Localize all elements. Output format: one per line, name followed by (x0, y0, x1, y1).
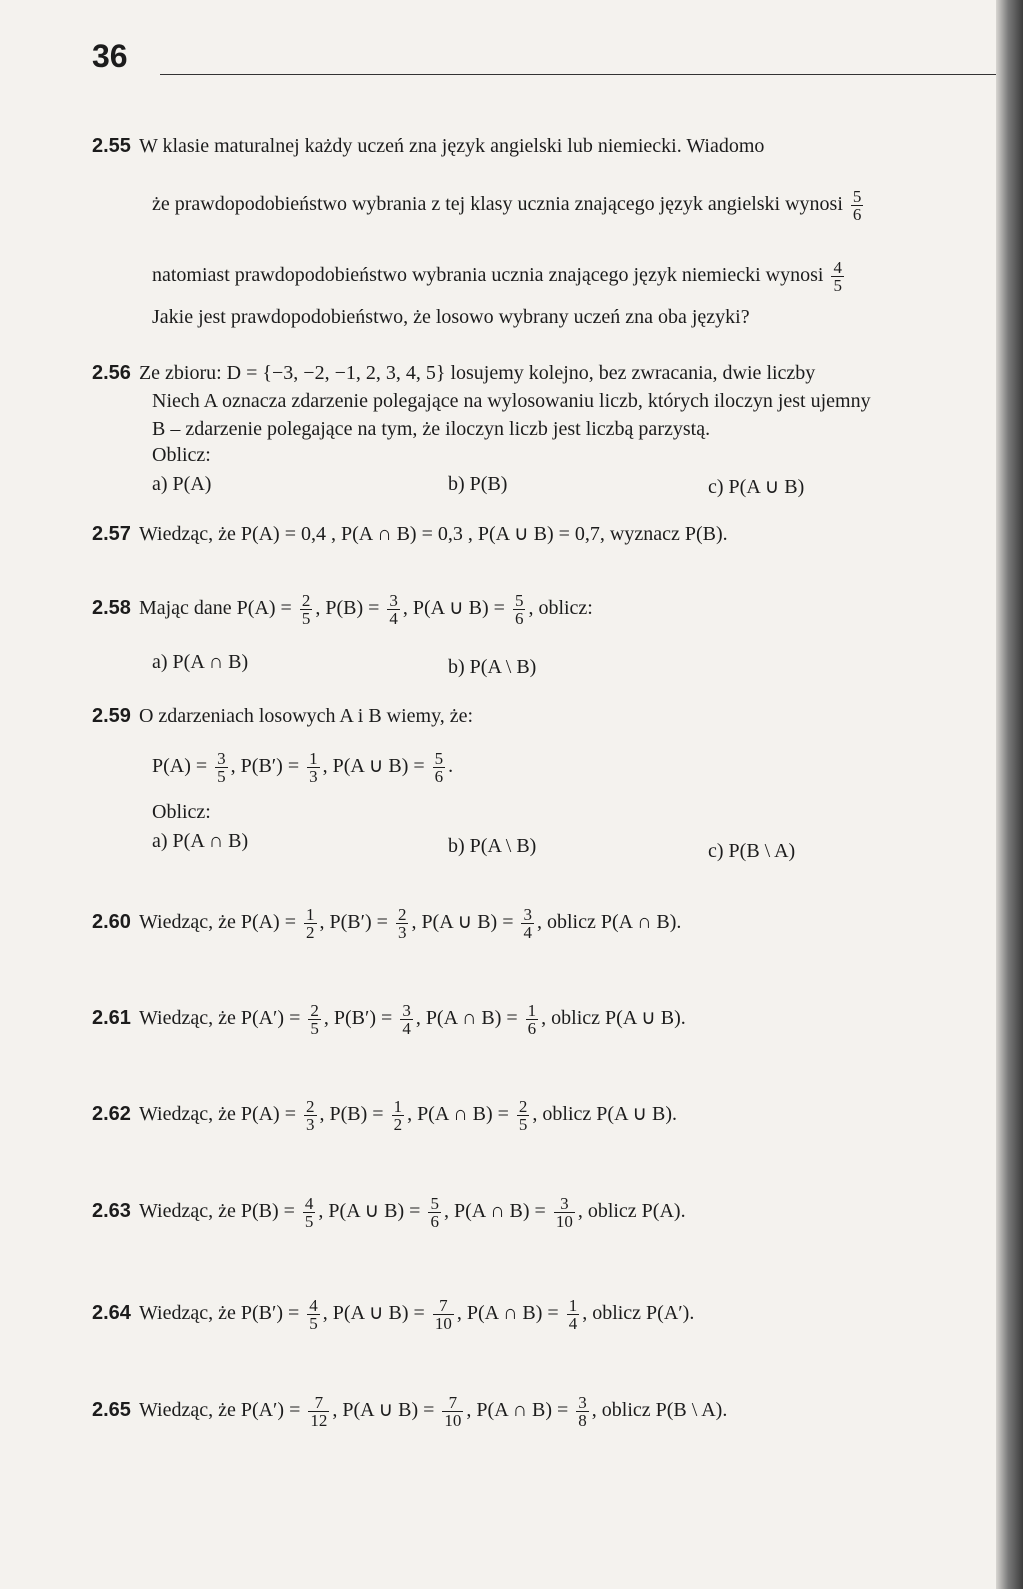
option-c: c) P(B \ A) (708, 840, 796, 862)
option-b: b) P(B) (448, 473, 508, 495)
problem-text: Ze zbioru: D = {−3, −2, −1, 2, 3, 4, 5} losujemy kolejno, bez zwracania, dwie liczby (138, 362, 816, 384)
fraction: $\frac{4}{5}$ (833, 258, 842, 295)
fraction: $\frac{2}{3}$ (306, 1097, 315, 1134)
problem-2-61: 2.61 Wiedząc, że P(A′) = $\frac{2}{5}$ , P(B′) = $\frac{3}{4}$ , P(A ∩ B) = $\frac{1}{6}$ , oblicz P(A ∪ B). (92, 1001, 686, 1038)
problem-text: Wiedząc, że P(A) = 0,4 , P(A ∩ B) = 0,3 , P(A ∪ B) = 0,7, wyznacz P(B). (138, 523, 728, 545)
problem-number: 2.55 (92, 135, 131, 157)
option-a: a) P(A) (152, 473, 212, 495)
problem-text: natomiast prawdopodobieństwo wybrania ucznia znającego język niemiecki wynosi (152, 264, 824, 287)
fraction: $\frac{2}{5}$ (301, 591, 311, 628)
problem-number: 2.56 (92, 362, 131, 384)
problem-2-63: 2.63 Wiedząc, że P(B) = $\frac{4}{5}$ , P(A ∪ B) = $\frac{5}{6}$ , P(A ∩ B) = $\frac{3}{10}$ , oblicz P(A). (92, 1194, 686, 1231)
option-c: c) P(A ∪ B) (708, 476, 805, 498)
fraction: $\frac{5}{6}$ (430, 1194, 439, 1231)
problem-2-64: 2.64 Wiedząc, że P(B′) = $\frac{4}{5}$ , P(A ∪ B) = $\frac{7}{10}$ , P(A ∩ B) = $\frac{1}{4}$ , oblicz P(A′). (92, 1296, 695, 1333)
fraction: $\frac{3}{4}$ (523, 905, 532, 942)
fraction: $\frac{1}{2}$ (306, 905, 315, 942)
problem-text: Oblicz: (152, 444, 211, 466)
fraction: $\frac{2}{5}$ (310, 1001, 319, 1038)
problem-number: 2.59 (92, 705, 131, 727)
fraction: $\frac{1}{2}$ (393, 1097, 403, 1134)
fraction: $\frac{3}{10}$ (555, 1194, 573, 1231)
fraction: $\frac{3}{5}$ (217, 749, 226, 786)
page-number: 36 (92, 38, 128, 74)
problem-text: W klasie maturalnej każdy uczeń zna język angielski lub niemiecki. Wiadomo (138, 135, 765, 157)
fraction: $\frac{2}{3}$ (397, 905, 407, 942)
fraction: $\frac{3}{4}$ (402, 1001, 411, 1038)
fraction: $\frac{1}{3}$ (309, 749, 318, 786)
problem-2-65: 2.65 Wiedząc, że P(A′) = $\frac{7}{12}$ , P(A ∪ B) = $\frac{7}{10}$ , P(A ∩ B) = $\frac{3}{8}$ , oblicz P(B \ A). (92, 1393, 728, 1430)
problem-number: 2.64 (92, 1302, 131, 1325)
problem-number: 2.65 (92, 1399, 131, 1422)
fraction: $\frac{4}{5}$ (304, 1194, 314, 1231)
header-rule (160, 74, 1002, 75)
problem-2-57 (92, 522, 728, 546)
option-a: a) P(A ∩ B) (152, 651, 249, 673)
problem-number: 2.57 (92, 523, 131, 545)
fraction: $\frac{2}{5}$ (518, 1097, 528, 1134)
page-edge-shadow (996, 0, 1023, 1589)
problem-number: 2.58 (92, 597, 131, 620)
fraction: $\frac{3}{4}$ (389, 591, 398, 628)
fraction: $\frac{1}{6}$ (527, 1001, 537, 1038)
fraction: $\frac{7}{10}$ (434, 1296, 452, 1333)
fraction: $\frac{5}{6}$ (514, 591, 524, 628)
fraction: $\frac{5}{6}$ (434, 749, 444, 786)
fraction: $\frac{5}{6}$ (852, 187, 862, 224)
problem-2-62: 2.62 Wiedząc, że P(A) = $\frac{2}{3}$ , P(B) = $\frac{1}{2}$ , P(A ∩ B) = $\frac{2}{5}$ , oblicz P(A ∪ B). (92, 1097, 678, 1134)
problem-text: Niech A oznacza zdarzenie polegające na wylosowaniu liczb, których iloczyn jest ujemny (152, 390, 871, 412)
option-b: b) P(A \ B) (448, 656, 537, 678)
fraction: $\frac{7}{10}$ (444, 1393, 462, 1430)
fraction: $\frac{4}{5}$ (309, 1296, 318, 1333)
problem-number: 2.60 (92, 911, 131, 934)
option-a: a) P(A ∩ B) (152, 830, 249, 852)
fraction: $\frac{7}{12}$ (310, 1393, 328, 1430)
fraction: $\frac{1}{4}$ (568, 1296, 578, 1333)
fraction: $\frac{3}{8}$ (578, 1393, 587, 1430)
problem-number: 2.62 (92, 1103, 131, 1126)
problem-text: Jakie jest prawdopodobieństwo, że losowo wybrany uczeń zna oba języki? (152, 306, 750, 328)
option-b: b) P(A \ B) (448, 835, 537, 857)
problem-text: B – zdarzenie polegające na tym, że iloczyn liczb jest liczbą parzystą. (152, 418, 711, 440)
problem-number: 2.63 (92, 1200, 131, 1223)
problem-text: że prawdopodobieństwo wybrania z tej klasy ucznia znającego język angielski wynosi (152, 193, 843, 216)
problem-number: 2.61 (92, 1007, 131, 1030)
problem-2-60: 2.60 Wiedząc, że P(A) = $\frac{1}{2}$ , P(B′) = $\frac{2}{3}$ , P(A ∪ B) = $\frac{3}{4}$ , oblicz P(A ∩ B). (92, 905, 682, 942)
problem-text: Oblicz: (152, 801, 211, 823)
